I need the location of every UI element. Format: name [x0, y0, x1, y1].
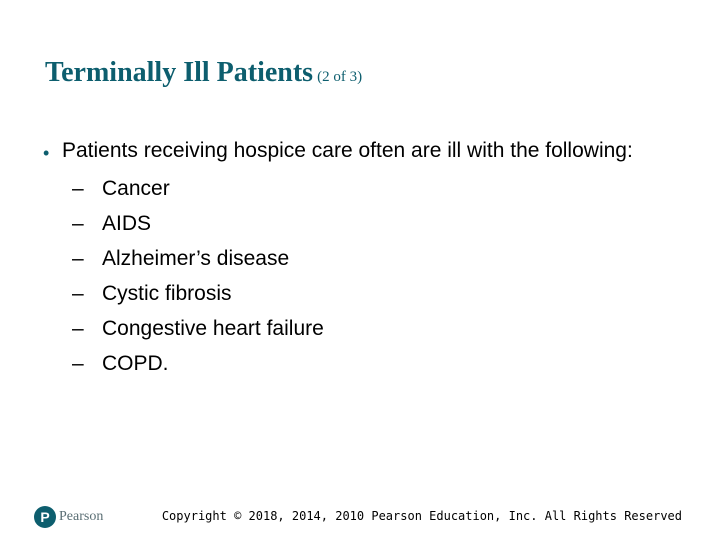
slide-body	[43, 136, 663, 381]
slide-title-text: Terminally Ill Patients	[45, 57, 314, 88]
bullet-icon: •	[43, 143, 50, 163]
sub-bullet-text: AIDS	[102, 212, 152, 235]
slide-title	[45, 56, 362, 90]
sub-bullet-text: Alzheimer’s disease	[102, 247, 290, 270]
sub-bullet-item	[43, 241, 663, 276]
sub-bullet-item	[43, 276, 663, 311]
sub-bullet-item	[43, 311, 663, 346]
main-bullet	[43, 136, 663, 171]
main-bullet-text: Patients receiving hospice care often are ill with the following:	[62, 139, 633, 162]
sub-bullet-item	[43, 171, 663, 206]
sub-bullet-text: COPD.	[102, 352, 169, 375]
dash-icon: –	[72, 317, 84, 340]
dash-icon: –	[72, 352, 84, 375]
dash-icon: –	[72, 212, 84, 235]
pearson-logo-text: Pearson	[59, 509, 104, 524]
sub-bullet-item	[43, 206, 663, 241]
dash-icon: –	[72, 177, 84, 200]
pearson-logo-icon: P	[34, 506, 56, 528]
dash-icon: –	[72, 247, 84, 270]
sub-bullet-item	[43, 346, 663, 381]
sub-bullet-list	[43, 171, 663, 381]
sub-bullet-text: Cystic fibrosis	[102, 282, 232, 305]
copyright-notice: Copyright © 2018, 2014, 2010 Pearson Education, Inc. All Rights Reserved	[161, 509, 682, 523]
pearson-logo	[34, 505, 103, 529]
slide-title-suffix: (2 of 3)	[317, 69, 363, 85]
sub-bullet-text: Congestive heart failure	[102, 317, 324, 340]
sub-bullet-text: Cancer	[102, 177, 170, 200]
dash-icon: –	[72, 282, 84, 305]
